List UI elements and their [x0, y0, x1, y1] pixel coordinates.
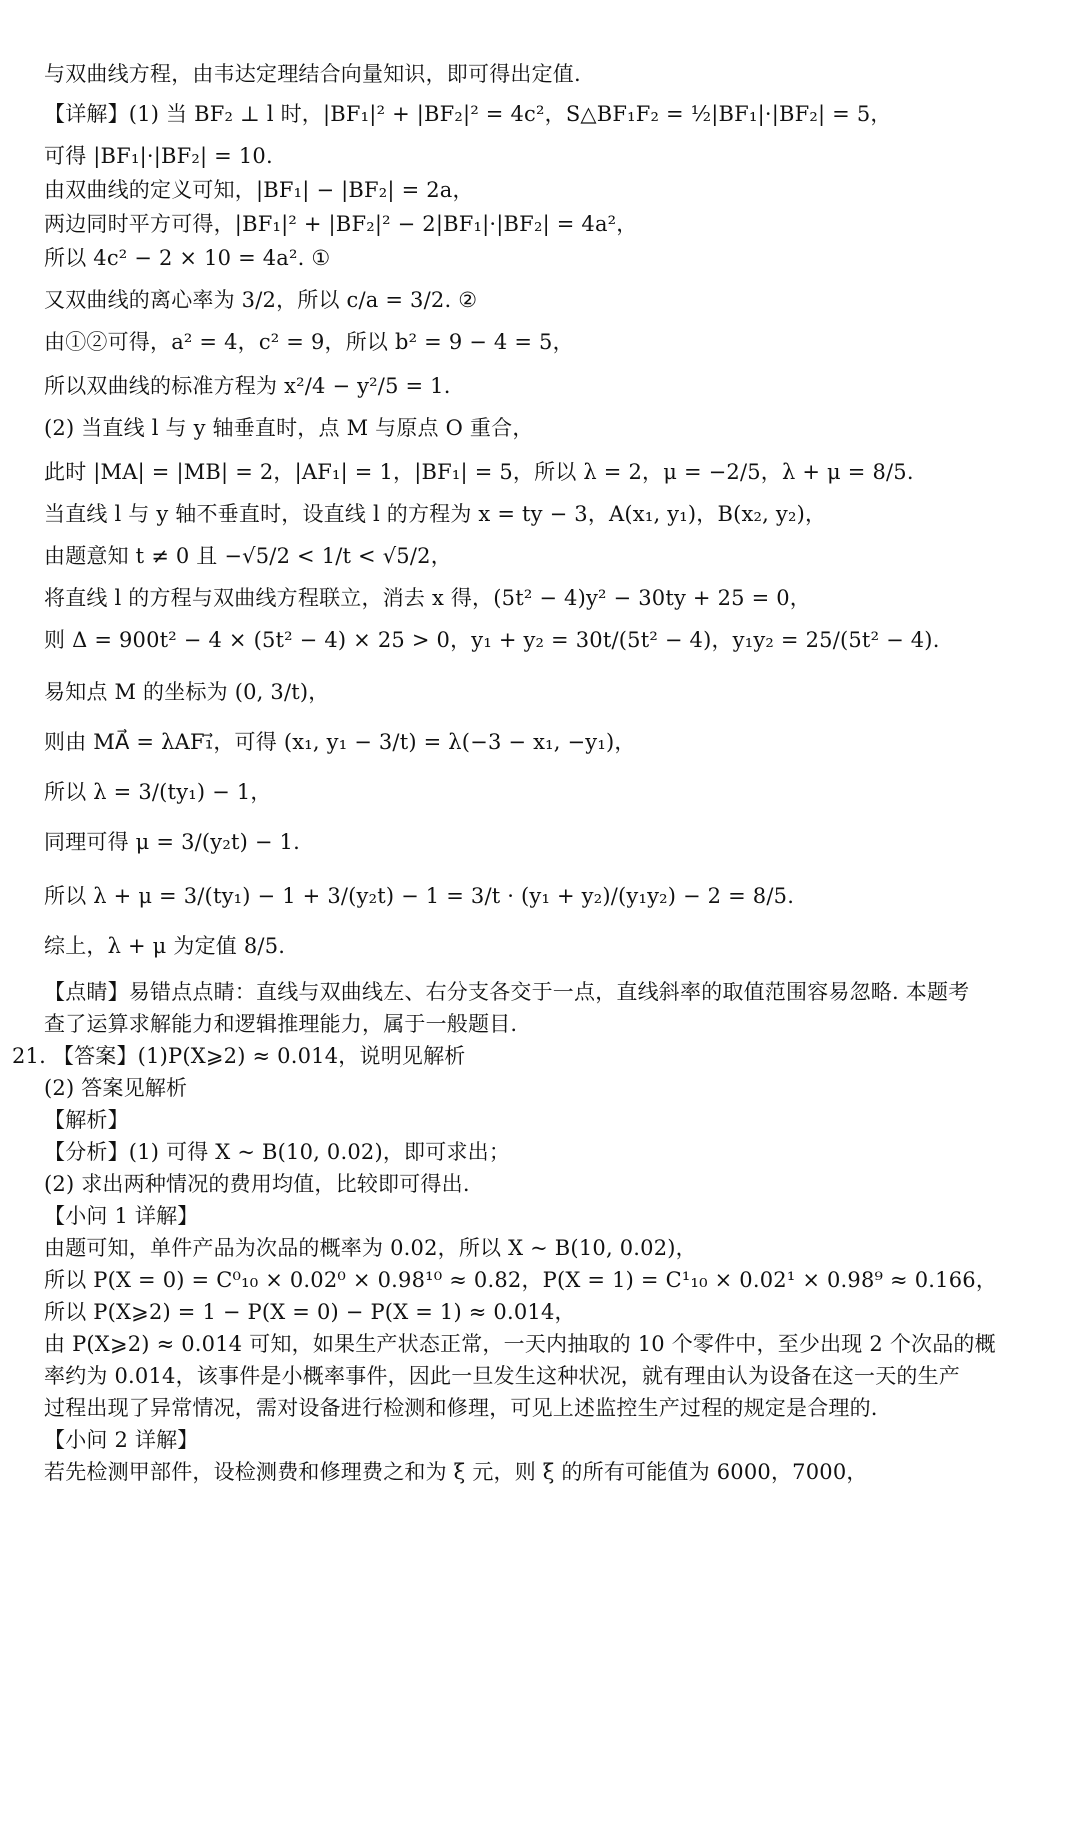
text-line: 由题可知，单件产品为次品的概率为 0.02，所以 X ~ B(10, 0.02)，	[44, 1236, 697, 1260]
text-line: 查了运算求解能力和逻辑推理能力，属于一般题目.	[44, 1012, 518, 1036]
text-line: 当直线 l 与 y 轴不垂直时，设直线 l 的方程为 x = ty − 3，A(x₁, y₁)，B(x₂, y₂)，	[44, 502, 827, 526]
text-line: 所以 4c² − 2 × 10 = 4a². ①	[44, 246, 331, 270]
text-line: 所以 P(X⩾2) = 1 − P(X = 0) − P(X = 1) ≈ 0.014，	[44, 1300, 576, 1324]
text-line: 此时 |MA| = |MB| = 2，|AF₁| = 1，|BF₁| = 5，所以 λ = 2，μ = −2/5，λ + μ = 8/5.	[44, 460, 914, 484]
text-line: 所以 λ = 3/(ty₁) − 1，	[44, 780, 272, 804]
text-line: 由双曲线的定义可知，|BF₁| − |BF₂| = 2a，	[44, 178, 474, 202]
answer-heading: 21. 【答案】(1)P(X⩾2) ≈ 0.014，说明见解析	[12, 1044, 466, 1068]
text-line: 可得 |BF₁|·|BF₂| = 10.	[44, 144, 273, 168]
text-line: (2) 当直线 l 与 y 轴垂直时，点 M 与原点 O 重合，	[44, 416, 534, 440]
text-line: 所以双曲线的标准方程为 x²/4 − y²/5 = 1.	[44, 374, 451, 398]
text-line: 率约为 0.014，该事件是小概率事件，因此一旦发生这种状况，就有理由认为设备在这一天的生产	[44, 1364, 960, 1388]
text-line: 两边同时平方可得，|BF₁|² + |BF₂|² − 2|BF₁|·|BF₂| = 4a²，	[44, 212, 638, 236]
text-line: 又双曲线的离心率为 3/2，所以 c/a = 3/2. ②	[44, 288, 478, 312]
text-line: 则 Δ = 900t² − 4 × (5t² − 4) × 25 > 0，y₁ + y₂ = 30t/(5t² − 4)，y₁y₂ = 25/(5t² − 4).	[44, 628, 940, 652]
text-line: 过程出现了异常情况，需对设备进行检测和修理，可见上述监控生产过程的规定是合理的.	[44, 1396, 878, 1420]
text-line: 所以 P(X = 0) = C⁰₁₀ × 0.02⁰ × 0.98¹⁰ ≈ 0.82，P(X = 1) = C¹₁₀ × 0.02¹ × 0.98⁹ ≈ 0.166，	[44, 1268, 998, 1292]
text-line: 【分析】(1) 可得 X ~ B(10, 0.02)，即可求出；	[44, 1140, 511, 1164]
text-line: 与双曲线方程，由韦达定理结合向量知识，即可得出定值.	[44, 62, 581, 86]
text-line: 则由 MA⃗ = λAF₁⃗，可得 (x₁, y₁ − 3/t) = λ(−3 − x₁, −y₁)，	[44, 730, 636, 754]
text-line: 由①②可得，a² = 4，c² = 9，所以 b² = 9 − 4 = 5，	[44, 330, 574, 354]
section-heading: 【小问 1 详解】	[44, 1204, 199, 1228]
text-line: 将直线 l 的方程与双曲线方程联立，消去 x 得，(5t² − 4)y² − 30ty + 25 = 0，	[44, 586, 811, 610]
text-line: 【点睛】易错点点睛：直线与双曲线左、右分支各交于一点，直线斜率的取值范围容易忽略. 本题考	[44, 980, 970, 1004]
text-line: 若先检测甲部件，设检测费和修理费之和为 ξ 元，则 ξ 的所有可能值为 6000，7000，	[44, 1460, 868, 1484]
text-line: 由 P(X⩾2) ≈ 0.014 可知，如果生产状态正常，一天内抽取的 10 个零件中，至少出现 2 个次品的概	[44, 1332, 996, 1356]
section-heading: 【小问 2 详解】	[44, 1428, 199, 1452]
text-line: 【详解】(1) 当 BF₂ ⊥ l 时，|BF₁|² + |BF₂|² = 4c²，S△BF₁F₂ = ½|BF₁|·|BF₂| = 5，	[44, 102, 892, 126]
text-line: (2) 答案见解析	[44, 1076, 188, 1100]
text-line: 综上，λ + μ 为定值 8/5.	[44, 934, 286, 958]
text-line: 易知点 M 的坐标为 (0, 3/t)，	[44, 680, 330, 704]
text-line: (2) 求出两种情况的费用均值，比较即可得出.	[44, 1172, 470, 1196]
text-line: 所以 λ + μ = 3/(ty₁) − 1 + 3/(y₂t) − 1 = 3/t · (y₁ + y₂)/(y₁y₂) − 2 = 8/5.	[44, 884, 795, 908]
text-line: 由题意知 t ≠ 0 且 −√5/2 < 1/t < √5/2，	[44, 544, 452, 568]
text-line: 同理可得 μ = 3/(y₂t) − 1.	[44, 830, 300, 854]
section-heading: 【解析】	[44, 1108, 129, 1132]
